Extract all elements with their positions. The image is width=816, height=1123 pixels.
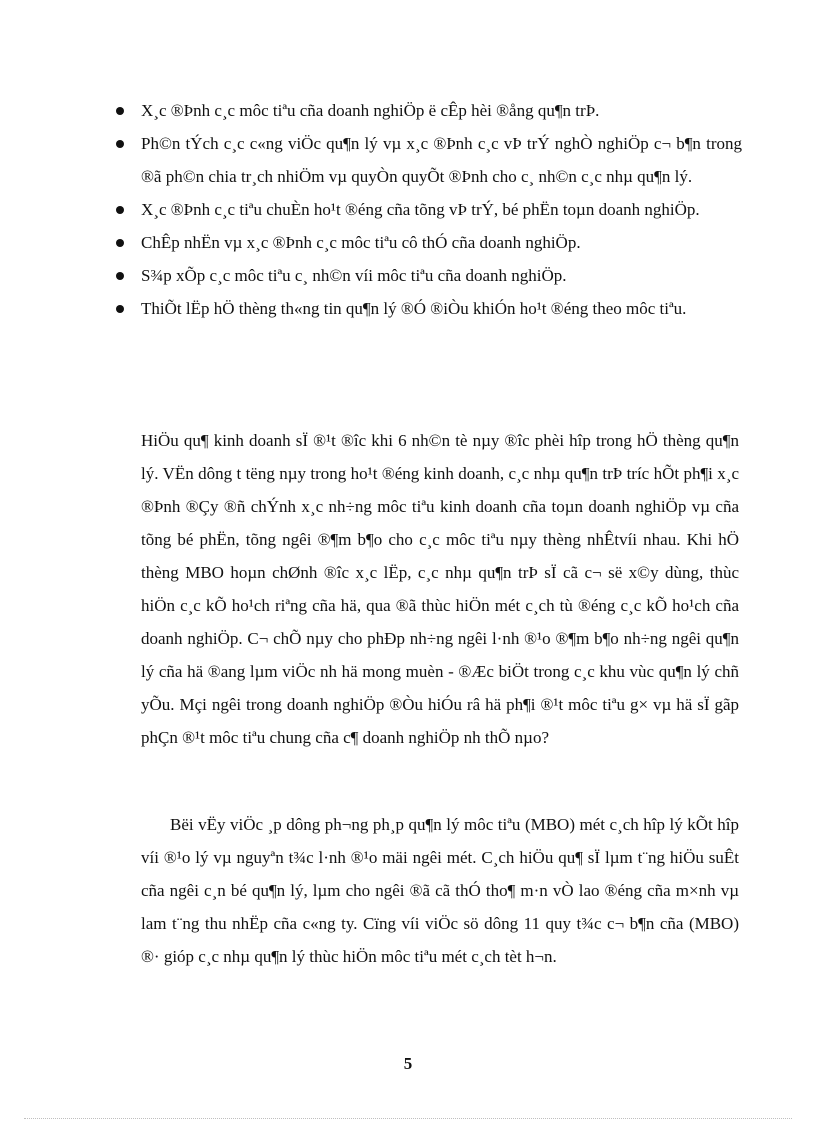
bullet-dot-icon: [116, 206, 124, 214]
bullet-list: [112, 94, 742, 325]
page-number: 5: [403, 1054, 413, 1073]
bullet-item: [112, 259, 742, 292]
body-paragraph-1: HiÖu qu¶ kinh doanh sÏ ®¹t ®îc khi 6 nh©n tè nµy ®îc phèi hîp trong hÖ thèng qu¶n lý. VËn dông t tëng nµy trong ho¹t ®éng kinh doanh, c¸c nhµ qu¶n trÞ tríc hÕt ph¶i x¸c ®Þnh ®Çy ®ñ chÝnh x¸c nh÷ng môc tiªu kinh doanh cña toµn doanh nghiÖp vµ cña tõng bé phËn, tõng ngêi ®¶m b¶o cho c¸c môc tiªu nµy thèng nhÊtvíi nhau. Khi hÖ thèng MBO hoµn chØnh ®îc x¸c lËp, c¸c nhµ qu¶n trÞ sÏ cã c¬ së x©y dùng, thùc hiÖn c¸c kÕ ho¹ch riªng cña hä, qua ®ã thùc hiÖn mét c¸ch tù ®éng c¸c kÕ ho¹ch cña doanh nghiÖp. C¬ chÕ nµy cho phÐp nh÷ng ngêi l·nh ®¹o ®¶m b¶o nh÷ng ngêi qu¶n lý cña hä ®ang lµm viÖc nh hä mong muèn - ®Æc biÖt trong c¸c khu vùc qu¶n lý chñ yÕu. Mçi ngêi trong doanh nghiÖp ®Òu hiÓu râ hä ph¶i ®¹t môc tiªu g× vµ hä sÏ gãp phÇn ®¹t môc tiªu chung cña c¶ doanh nghiÖp nh thÕ nµo?: [141, 431, 739, 747]
bullet-dot-icon: [116, 140, 124, 148]
bullet-item: [112, 226, 742, 259]
bullet-text: ChÊp nhËn vµ x¸c ®Þnh c¸c môc tiªu cô thÓ cña doanh nghiÖp.: [141, 233, 581, 252]
bullet-text: X¸c ®Þnh c¸c môc tiªu cña doanh nghiÖp ë cÊp hèi ®ång qu¶n trÞ.: [141, 101, 600, 120]
bullet-dot-icon: [116, 305, 124, 313]
bullet-item: [112, 127, 742, 193]
page-bottom-divider: [24, 1118, 792, 1119]
bullet-item: [112, 193, 742, 226]
bullet-text: ThiÕt lËp hÖ thèng th«ng tin qu¶n lý ®Ó ®iÒu khiÓn ho¹t ®éng theo môc tiªu.: [141, 299, 687, 318]
bullet-text: Ph©n tÝch c¸c c«ng viÖc qu¶n lý vµ x¸c ®Þnh c¸c vÞ trÝ nghÒ nghiÖp c¬ b¶n trong ®ã ph©n chia tr¸ch nhiÖm vµ quyÒn quyÕt ®Þnh cho c¸ nh©n c¸c nhµ qu¶n lý.: [141, 134, 742, 186]
bullet-dot-icon: [116, 272, 124, 280]
bullet-dot-icon: [116, 239, 124, 247]
bullet-item: [112, 292, 742, 325]
bullet-text: S¾p xÕp c¸c môc tiªu c¸ nh©n víi môc tiªu cña doanh nghiÖp.: [141, 266, 567, 285]
bullet-text: X¸c ®Þnh c¸c tiªu chuÈn ho¹t ®éng cña tõng vÞ trÝ, bé phËn toµn doanh nghiÖp.: [141, 200, 700, 219]
bullet-item: [112, 94, 742, 127]
bullet-dot-icon: [116, 107, 124, 115]
body-paragraph-2: Bëi vËy viÖc ¸p dông ph¬ng ph¸p qu¶n lý môc tiªu (MBO) mét c¸ch hîp lý kÕt hîp víi ®¹o lý vµ nguyªn t¾c l·nh ®¹o mäi ngêi mét. C¸ch hiÖu qu¶ sÏ lµm t¨ng hiÖu suÊt cña ngêi c¸n bé qu¶n lý, lµm cho ngêi ®ã cã thÓ tho¶ m·n vÒ lao ®éng cña m×nh vµ lam t¨ng thu nhËp cña c«ng ty. Cïng víi viÖc sö dông 11 quy t¾c c¬ b¶n cña (MBO) ®· gióp c¸c nhµ qu¶n lý thùc hiÖn môc tiªu mét c¸ch tèt h¬n.: [141, 815, 739, 966]
